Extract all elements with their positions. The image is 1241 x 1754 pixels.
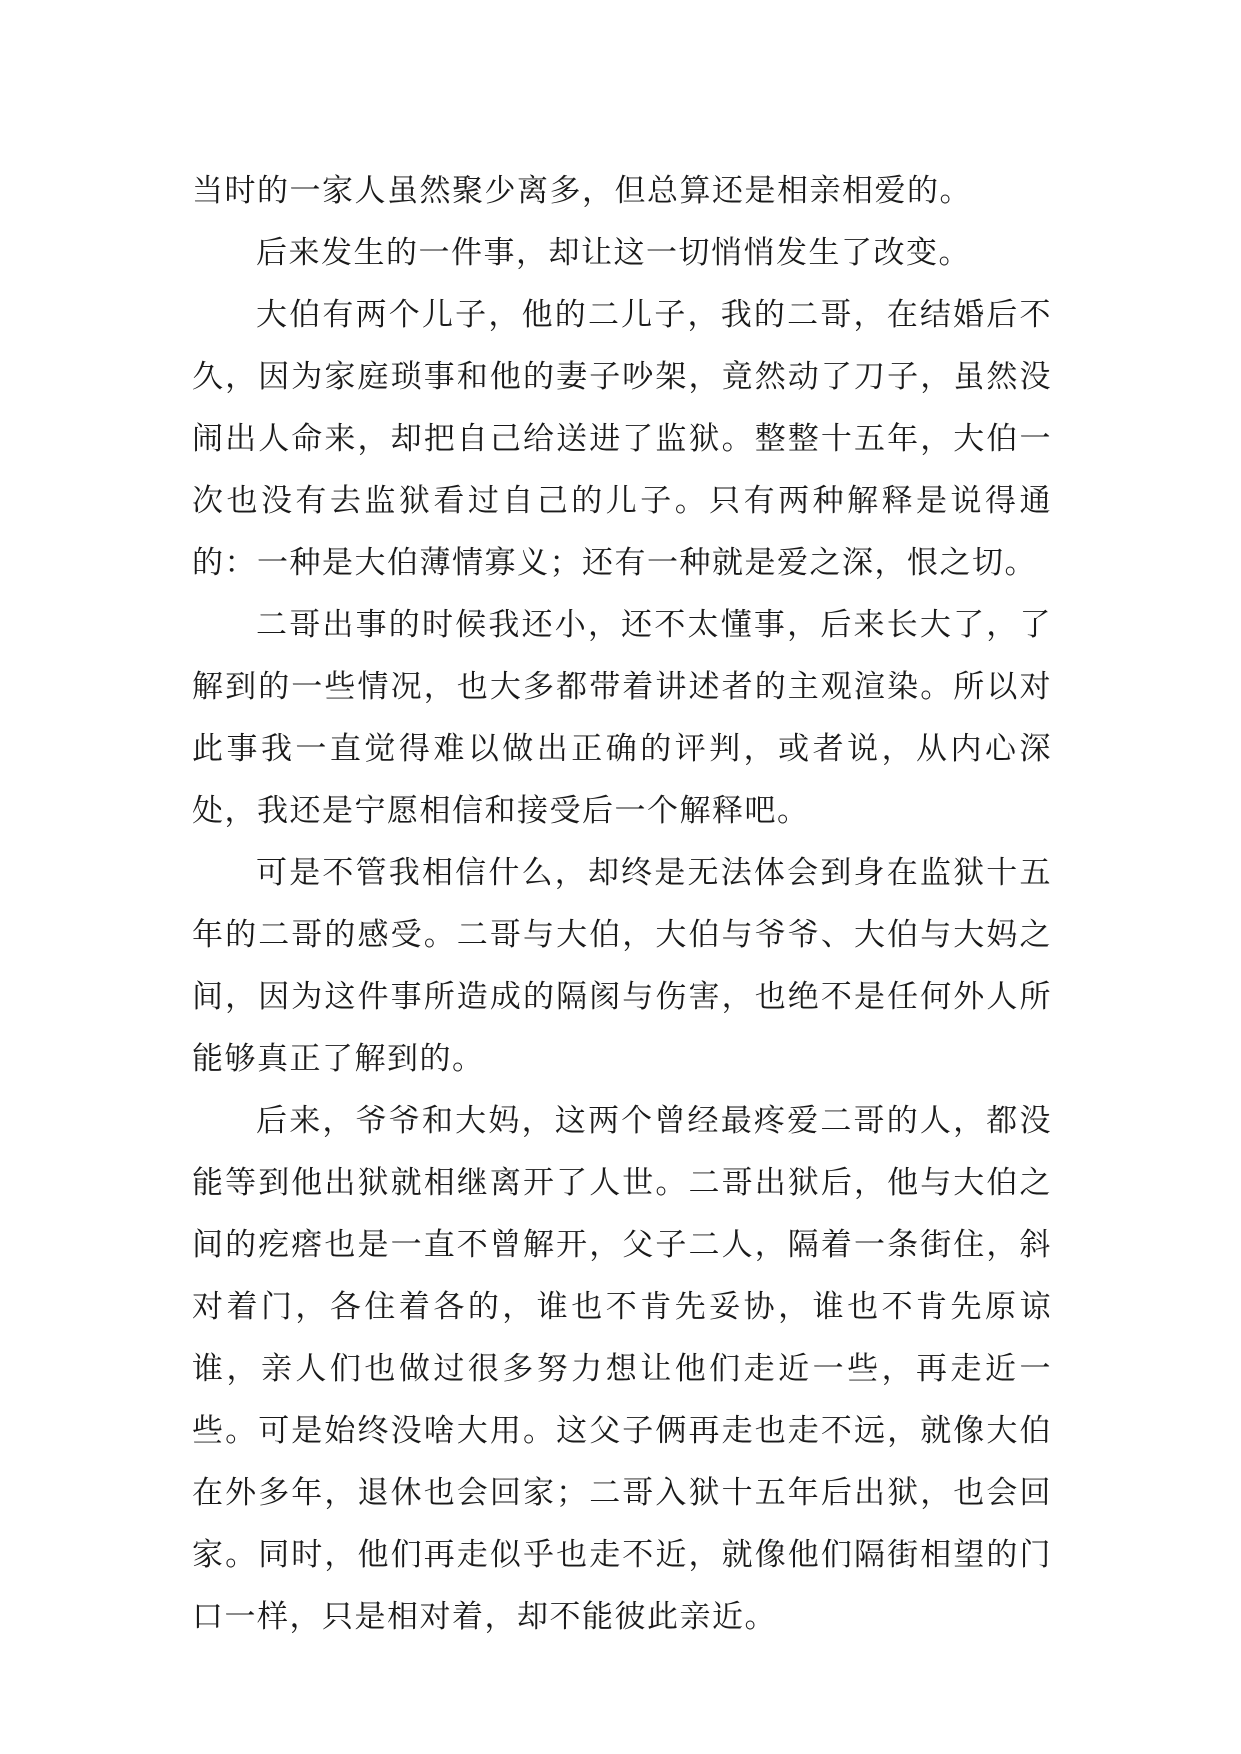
document-body — [192, 160, 1052, 1648]
paragraph: 可是不管我相信什么，却终是无法体会到身在监狱十五年的二哥的感受。二哥与大伯，大伯与爷爷、大伯与大妈之间，因为这件事所造成的隔阂与伤害，也绝不是任何外人所能够真正了解到的。 — [192, 855, 1052, 1077]
paragraph: 后来，爷爷和大妈，这两个曾经最疼爱二哥的人，都没能等到他出狱就相继离开了人世。二哥出狱后，他与大伯之间的疙瘩也是一直不曾解开，父子二人，隔着一条街住，斜对着门，各住着各的，谁也不肯先妥协，谁也不肯先原谅谁，亲人们也做过很多努力想让他们走近一些，再走近一些。可是始终没啥大用。这父子俩再走也走不远，就像大伯在外多年，退休也会回家；二哥入狱十五年后出狱，也会回家。同时，他们再走似乎也走不近，就像他们隔街相望的门口一样，只是相对着，却不能彼此亲近。 — [192, 1103, 1052, 1635]
paragraph: 后来发生的一件事，却让这一切悄悄发生了改变。 — [256, 235, 971, 271]
paragraph: 大伯有两个儿子，他的二儿子，我的二哥，在结婚后不久，因为家庭琐事和他的妻子吵架，竟然动了刀子，虽然没闹出人命来，却把自己给送进了监狱。整整十五年，大伯一次也没有去监狱看过自己的儿子。只有两种解释是说得通的：一种是大伯薄情寡义；还有一种就是爱之深，恨之切。 — [192, 297, 1052, 581]
paragraph-continuation: 当时的一家人虽然聚少离多，但总算还是相亲相爱的。 — [192, 173, 972, 209]
paragraph: 二哥出事的时候我还小，还不太懂事，后来长大了，了解到的一些情况，也大多都带着讲述者的主观渲染。所以对此事我一直觉得难以做出正确的评判，或者说，从内心深处，我还是宁愿相信和接受后一个解释吧。 — [192, 607, 1052, 829]
